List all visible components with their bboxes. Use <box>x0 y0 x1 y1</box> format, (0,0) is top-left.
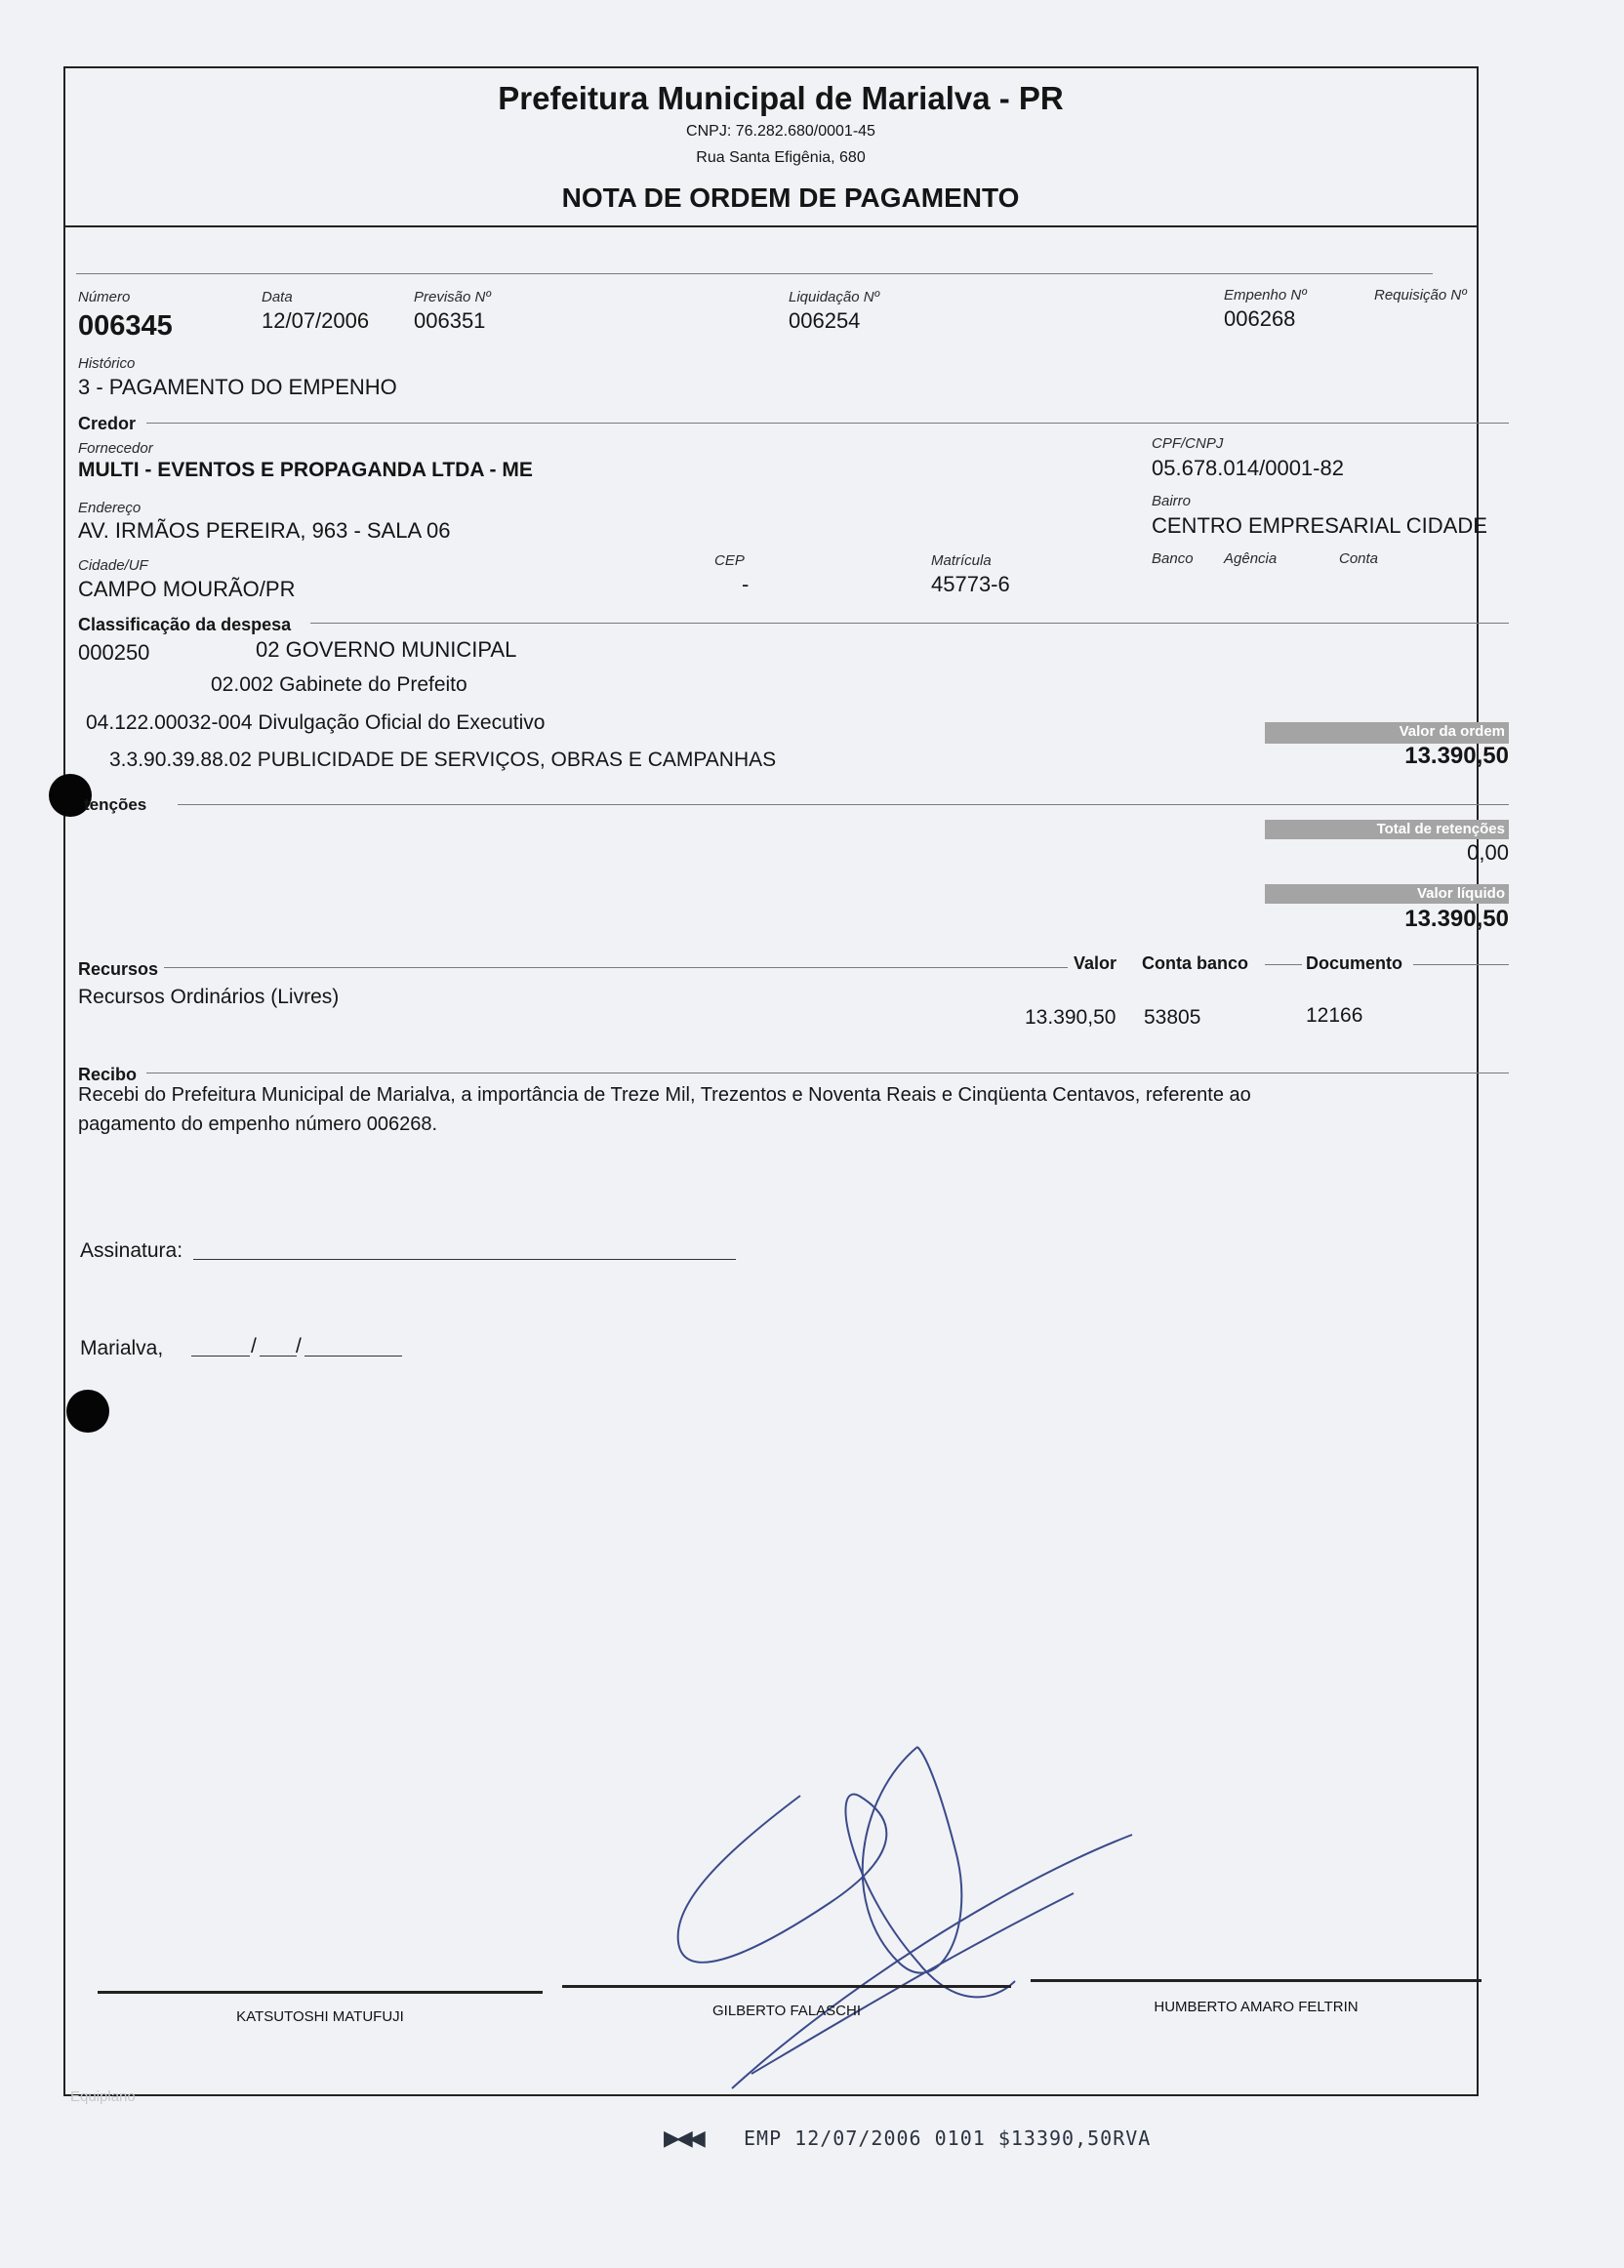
date-year-line <box>304 1356 402 1357</box>
recursos-descricao: Recursos Ordinários (Livres) <box>78 986 340 1008</box>
divider <box>164 967 1068 968</box>
recursos-valor: 13.390,50 <box>1025 1006 1116 1029</box>
total-retencoes-amount: 0,00 <box>1467 840 1509 865</box>
requisicao-label: Requisição Nº <box>1374 287 1467 304</box>
divider <box>1265 964 1302 965</box>
recursos-section: Recursos <box>78 959 159 979</box>
divider <box>1413 964 1509 965</box>
liquidacao-label: Liquidação Nº <box>789 289 880 305</box>
software-watermark: Equiplano <box>70 2088 136 2105</box>
classificacao-section: Classificação da despesa <box>78 615 292 634</box>
recibo-text-line1: Recebi do Prefeitura Municipal de Marialva, a importância de Treze Mil, Trezentos e Noventa Reais e Cinqüenta Centavos, referente ao <box>78 1084 1251 1106</box>
date-slash: / <box>296 1335 302 1357</box>
stamp-logo-icon: ▶◀◀ <box>664 2126 702 2150</box>
valor-ordem-bar: Valor da ordem <box>1265 722 1509 744</box>
classificacao-orgao: 02 GOVERNO MUNICIPAL <box>256 637 517 662</box>
liquidacao-value: 006254 <box>789 308 861 333</box>
recursos-valor-header: Valor <box>1074 953 1117 973</box>
assinatura-label: Assinatura: <box>80 1239 183 1262</box>
total-retencoes-bar: Total de retenções <box>1265 820 1509 839</box>
empenho-label: Empenho Nº <box>1224 287 1307 304</box>
divider <box>146 423 1509 424</box>
matricula-value: 45773-6 <box>931 572 1010 596</box>
retencoes-section: tenções <box>84 795 147 814</box>
valor-liquido-amount: 13.390,50 <box>1404 906 1509 932</box>
processing-stamp: EMP 12/07/2006 0101 $13390,50RVA <box>744 2126 1152 2150</box>
signatory-name: KATSUTOSHI MATUFUJI <box>236 2008 404 2025</box>
numero-label: Número <box>78 289 131 305</box>
date-day-line <box>191 1356 250 1357</box>
empenho-value: 006268 <box>1224 306 1296 331</box>
date-slash: / <box>251 1335 257 1357</box>
numero-value: 006345 <box>78 310 173 342</box>
bairro-value: CENTRO EMPRESARIAL CIDADE <box>1152 513 1487 538</box>
classificacao-unidade: 02.002 Gabinete do Prefeito <box>211 673 467 696</box>
local-label: Marialva, <box>80 1337 164 1359</box>
date-month-line <box>260 1356 297 1357</box>
divider <box>178 804 1509 805</box>
signature-scrawl <box>664 1737 1171 2098</box>
bairro-label: Bairro <box>1152 493 1192 509</box>
cidade-label: Cidade/UF <box>78 557 148 574</box>
signatory-name: GILBERTO FALASCHI <box>712 2003 861 2019</box>
credor-section: Credor <box>78 414 137 433</box>
cidade-value: CAMPO MOURÃO/PR <box>78 577 296 601</box>
recursos-conta: 53805 <box>1144 1006 1201 1029</box>
cpf-label: CPF/CNPJ <box>1152 435 1224 452</box>
banco-label: Banco <box>1152 550 1194 567</box>
recibo-section: Recibo <box>78 1065 138 1084</box>
cep-label: CEP <box>714 552 745 569</box>
valor-liquido-bar: Valor líquido <box>1265 884 1509 904</box>
cpf-value: 05.678.014/0001-82 <box>1152 456 1344 480</box>
document-title: NOTA DE ORDEM DE PAGAMENTO <box>561 182 1020 213</box>
historico-value: 3 - PAGAMENTO DO EMPENHO <box>78 375 397 399</box>
recibo-text-line2: pagamento do empenho número 006268. <box>78 1114 438 1135</box>
data-value: 12/07/2006 <box>262 308 370 333</box>
classificacao-code: 000250 <box>78 640 150 665</box>
conta-label: Conta <box>1339 550 1379 567</box>
endereco-value: AV. IRMÃOS PEREIRA, 963 - SALA 06 <box>78 518 451 543</box>
divider <box>310 623 1509 624</box>
punch-hole <box>66 1390 109 1433</box>
previsao-value: 006351 <box>414 308 486 333</box>
header-divider <box>63 225 1479 227</box>
fornecedor-label: Fornecedor <box>78 440 153 457</box>
agencia-label: Agência <box>1224 550 1278 567</box>
recursos-conta-header: Conta banco <box>1142 953 1249 973</box>
previsao-label: Previsão Nº <box>414 289 491 305</box>
classificacao-funcional: 04.122.00032-004 Divulgação Oficial do Executivo <box>86 711 546 734</box>
fornecedor-value: MULTI - EVENTOS E PROPAGANDA LTDA - ME <box>78 459 533 481</box>
data-label: Data <box>262 289 293 305</box>
signatory-name: HUMBERTO AMARO FELTRIN <box>1154 1999 1359 2015</box>
cep-value: - <box>742 572 750 596</box>
divider <box>76 273 1433 274</box>
signature-line <box>562 1985 1011 1988</box>
cnpj-text: CNPJ: 76.282.680/0001-45 <box>686 123 875 140</box>
classificacao-elemento: 3.3.90.39.88.02 PUBLICIDADE DE SERVIÇOS, OBRAS E CAMPANHAS <box>109 749 777 771</box>
signature-line <box>98 1991 543 1994</box>
endereco-label: Endereço <box>78 500 142 516</box>
matricula-label: Matrícula <box>931 552 992 569</box>
recursos-documento: 12166 <box>1306 1004 1363 1027</box>
valor-ordem-amount: 13.390,50 <box>1404 743 1509 769</box>
recursos-documento-header: Documento <box>1306 953 1402 973</box>
address-text: Rua Santa Efigênia, 680 <box>696 149 866 166</box>
signature-line <box>1031 1979 1482 1982</box>
historico-label: Histórico <box>78 355 136 372</box>
assinatura-line <box>193 1259 736 1260</box>
page-title: Prefeitura Municipal de Marialva - PR <box>498 80 1064 116</box>
